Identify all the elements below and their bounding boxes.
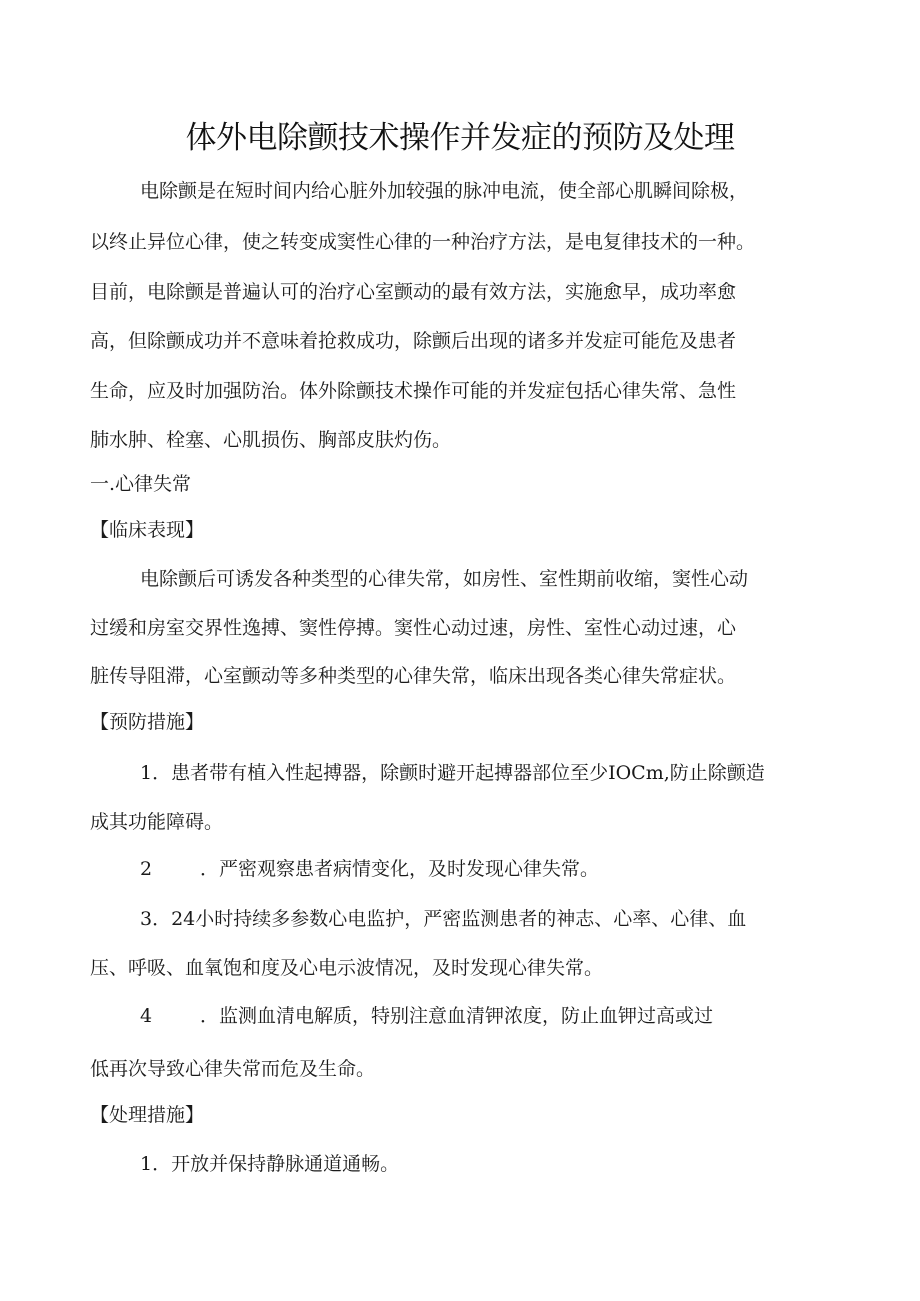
prevention-item-2 (140, 855, 599, 883)
prevention-item-2-number: 2 (140, 858, 153, 880)
prevention-item-4-number: 4 (140, 1005, 153, 1027)
prevention-item-2-text: ．严密观察患者病情变化，及时发现心律失常。 (200, 858, 600, 880)
prevention-item-4-text: ．监测血清电解质，特别注意血清钾浓度，防止血钾过高或过 (200, 1005, 714, 1027)
intro-line: 生命，应及时加强防治。体外除颤技术操作可能的并发症包括心律失常、急性 (90, 380, 737, 402)
intro-line: 高，但除颤成功并不意味着抢救成功，除颤后出现的诸多并发症可能危及患者 (90, 330, 737, 352)
document-title: 体外电除颤技术操作并发症的预防及处理 (185, 120, 735, 156)
treatment-item-1: 1．开放并保持静脉通道通畅。 (140, 1153, 400, 1175)
prevention-item-4 (140, 1002, 713, 1030)
intro-line: 肺水肿、栓塞、心肌损伤、胸部皮肤灼伤。 (90, 429, 452, 451)
prevention-item-3: 3．24小时持续多参数心电监护，严密监测患者的神志、心率、心律、血 (140, 908, 747, 930)
intro-line: 以终止异位心律，使之转变成窦性心律的一种治疗方法，是电复律技术的一种。 (90, 231, 756, 253)
clinical-line: 过缓和房室交界性逸搏、窦性停搏。窦性心动过速，房性、室性心动过速，心 (90, 617, 737, 639)
prevention-item-3-cont: 压、呼吸、血氧饱和度及心电示波情况，及时发现心律失常。 (90, 957, 604, 979)
section-heading: 一.心律失常 (90, 473, 192, 495)
treatment-heading: 【处理措施】 (90, 1104, 205, 1126)
intro-line: 电除颤是在短时间内给心脏外加较强的脉冲电流，使全部心肌瞬间除极， (140, 180, 749, 202)
prevention-heading: 【预防措施】 (90, 711, 205, 733)
clinical-heading: 【临床表现】 (90, 519, 205, 541)
clinical-line: 电除颤后可诱发各种类型的心律失常，如房性、室性期前收缩，窦性心动 (140, 568, 749, 590)
intro-line: 目前，电除颤是普遍认可的治疗心室颤动的最有效方法，实施愈早，成功率愈 (90, 281, 737, 303)
prevention-item-1: 1．患者带有植入性起搏器，除颤时避开起搏器部位至少IOCm,防止除颤造 (140, 762, 765, 784)
clinical-line: 脏传导阻滞，心室颤动等多种类型的心律失常，临床出现各类心律失常症状。 (90, 665, 737, 687)
prevention-item-4-cont: 低再次导致心律失常而危及生命。 (90, 1058, 376, 1080)
prevention-item-1-cont: 成其功能障碍。 (90, 811, 224, 833)
